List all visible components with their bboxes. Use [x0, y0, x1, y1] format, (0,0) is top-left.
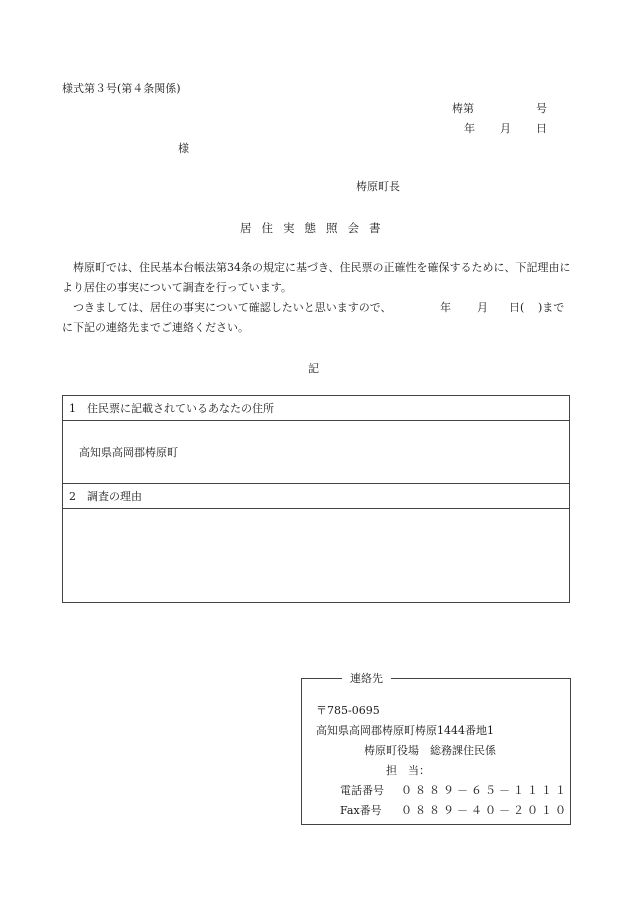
section1-label: 1 住民票に記載されているあなたの住所 — [63, 396, 570, 421]
document-title: 居住実態照会書 — [240, 221, 391, 235]
body-paragraph-2-year: 年 — [440, 301, 451, 314]
doc-number-prefix: 梼第 — [452, 102, 474, 115]
body-paragraph-1: 梼原町では、住民基本台帳法第34条の規定に基づき、住民票の正確性を確保するために、下記理由により居住の事実について調査を行っています。 — [62, 261, 571, 294]
body-paragraph-2-rest: に下記の連絡先までご連絡ください。 — [62, 321, 249, 334]
info-table — [62, 395, 570, 603]
table-row — [63, 396, 570, 421]
sender: 梼原町長 — [356, 180, 400, 193]
date-year: 年 — [464, 122, 475, 135]
body-paragraph-2-month: 月 — [477, 301, 488, 314]
doc-number-suffix: 号 — [536, 102, 547, 115]
section2-value — [63, 509, 570, 603]
table-row — [63, 509, 570, 603]
section1-value: 高知県高岡郡梼原町 — [63, 421, 570, 484]
contact-phone-label: 電話番号 — [340, 784, 384, 797]
contact-address: 高知県高岡郡梼原町梼原1444番地1 — [316, 724, 494, 737]
table-row — [63, 421, 570, 484]
body-paragraph-2-day: 日( — [509, 301, 525, 314]
contact-fax: ０８８９－４０－２０１０ — [401, 804, 569, 817]
table-row — [63, 484, 570, 509]
date-month: 月 — [500, 122, 511, 135]
contact-fax-label: Fax番号 — [340, 804, 382, 817]
contact-title: 連絡先 — [342, 670, 391, 686]
addressee-suffix: 様 — [178, 142, 189, 155]
section2-label: 2 調査の理由 — [63, 484, 570, 509]
contact-person-label: 担 当： — [386, 764, 430, 777]
contact-office: 梼原町役場 総務課住民係 — [364, 744, 496, 757]
contact-postal: 〒785-0695 — [316, 704, 380, 717]
body-paragraph-2-paren-close: )まで — [538, 301, 565, 314]
body-paragraph-2-lead: つきましては、居住の事実について確認したいと思いますので、 — [73, 301, 392, 314]
ki-heading: 記 — [308, 362, 319, 375]
contact-phone: ０８８９－６５－１１１１ — [401, 784, 569, 797]
date-day: 日 — [536, 122, 547, 135]
form-number: 様式第３号(第４条関係) — [62, 82, 181, 95]
